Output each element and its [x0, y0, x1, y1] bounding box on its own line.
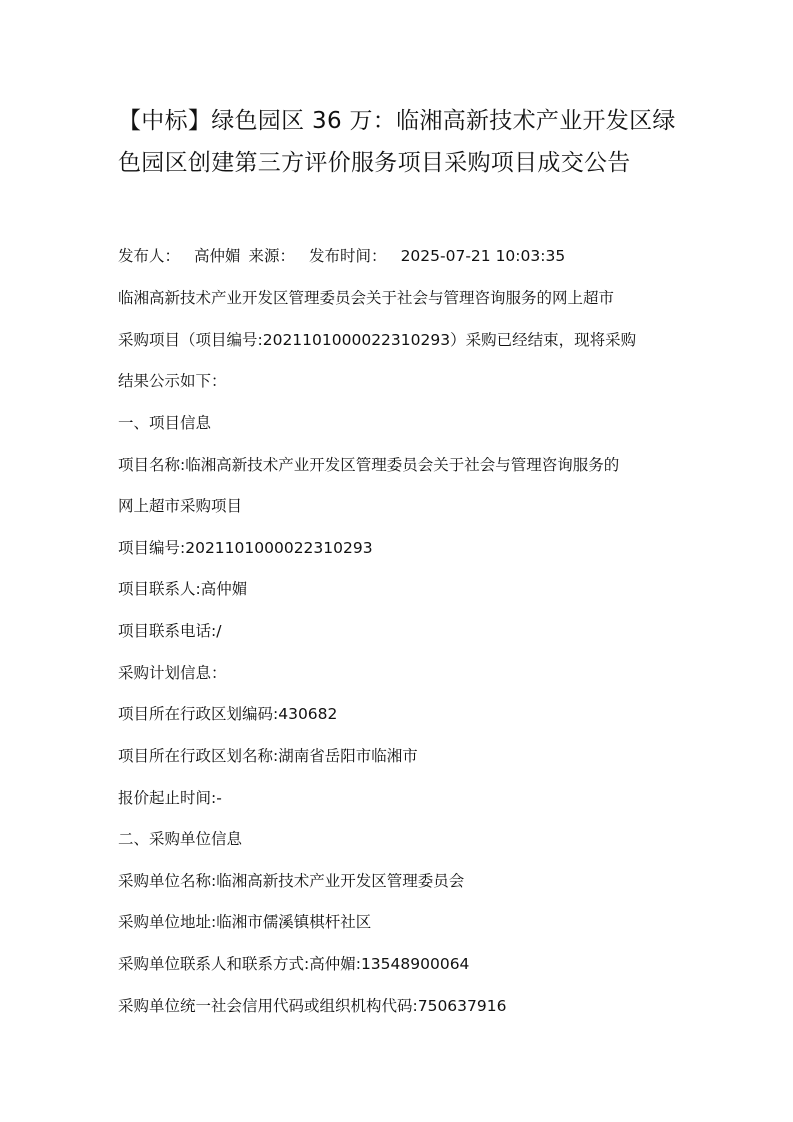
publish-meta [118, 245, 565, 267]
publisher-value: 高仲媚 [194, 247, 241, 265]
region-name: 项目所在行政区划名称:湖南省岳阳市临湘市 [118, 747, 418, 765]
region-code: 项目所在行政区划编码:430682 [118, 705, 338, 723]
intro-line-1: 临湘高新技术产业开发区管理委员会关于社会与管理咨询服务的网上超市 [118, 289, 615, 307]
unit-name: 采购单位名称:临湘高新技术产业开发区管理委员会 [118, 872, 465, 890]
publish-time-label: 发布时间： [309, 247, 387, 265]
project-name-line-1: 项目名称:临湘高新技术产业开发区管理委员会关于社会与管理咨询服务的 [118, 456, 620, 474]
section-2-heading: 二、采购单位信息 [118, 830, 243, 848]
unit-contact: 采购单位联系人和联系方式:高仲媚:13548900064 [118, 955, 470, 973]
quote-period: 报价起止时间:- [118, 789, 222, 807]
publish-time-value: 2025-07-21 10:03:35 [400, 247, 566, 265]
plan-info: 采购计划信息： [118, 664, 227, 682]
unit-credit-code: 采购单位统一社会信用代码或组织机构代码:750637916 [118, 997, 507, 1015]
intro-line-2: 采购项目（项目编号:2021101000022310293）采购已经结束，现将采购 [118, 331, 637, 349]
project-contact: 项目联系人:高仲媚 [118, 580, 248, 598]
intro-line-3: 结果公示如下： [118, 372, 227, 390]
publisher-label: 发布人： [118, 247, 181, 265]
unit-address: 采购单位地址:临湘市儒溪镇棋杆社区 [118, 913, 372, 931]
title-line-1: 【中标】绿色园区 36 万：临湘高新技术产业开发区绿 [118, 108, 676, 134]
project-number: 项目编号:2021101000022310293 [118, 539, 373, 557]
source-label: 来源： [248, 247, 296, 265]
project-phone: 项目联系电话:/ [118, 622, 222, 640]
section-1-heading: 一、项目信息 [118, 414, 212, 432]
project-name-line-2: 网上超市采购项目 [118, 497, 243, 515]
title-line-2: 色园区创建第三方评价服务项目采购项目成交公告 [118, 150, 631, 176]
document-title [118, 100, 688, 184]
